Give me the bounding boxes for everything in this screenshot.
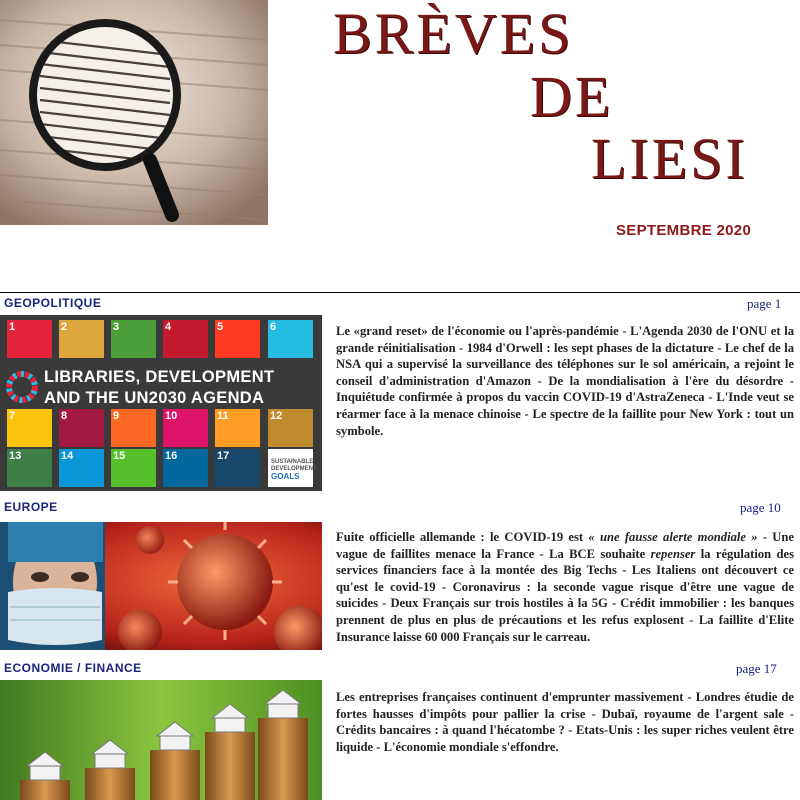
section-page-geopolitique: page 1 <box>747 296 782 311</box>
sdg-agenda-image: 1 2 3 4 5 6 LIBRARIES, DEVELOPMENT AND THE UN2030 AGENDA 7 8 9 10 11 12 13 14 15 16 17 SUSTAINABLE DEVELOPMENT GOALS <box>0 315 322 491</box>
covid-virus-image <box>0 522 322 650</box>
section-heading-europe: EUROPE <box>4 500 58 514</box>
sdg-goals-label-1: SUSTAINABLE <box>271 459 314 465</box>
europe-text-part2: - Une vague de faillites menace la France - La BCE souhaite <box>336 530 794 561</box>
houses-on-coins-image <box>0 680 322 800</box>
europe-text-quote: « une fausse alerte mondiale » <box>588 530 758 544</box>
section-page-economie: page 17 <box>736 661 777 676</box>
sdg-wheel-icon <box>6 371 38 403</box>
section-heading-economie: ECONOMIE / FINANCE <box>4 661 142 675</box>
section-heading-geopolitique: GEOPOLITIQUE <box>4 296 102 310</box>
header-magnifier-image <box>0 0 268 225</box>
sdg-banner-line2: AND THE UN2030 AGENDA <box>44 389 265 407</box>
title-line-liesi: LIESI <box>591 126 748 191</box>
title-line-breves: BRÈVES <box>333 1 574 66</box>
europe-text-italic: repenser <box>650 546 696 561</box>
section-page-europe: page 10 <box>740 500 781 515</box>
header-divider <box>0 292 800 293</box>
sdg-goals-label-3: GOALS <box>271 472 300 481</box>
sdg-goals-label-2: DEVELOPMENT <box>271 466 317 472</box>
europe-text-part1: Fuite officielle allemande : le COVID-19 est <box>336 530 589 544</box>
europe-text-part3: la régulation des services financiers face à la montée des Big Techs - Les Italiens ont découvert ce qu'est le covid-19 - Coronavirus : la seconde vague risque d'être une vague de suicides - Deux Français sur trois hostiles à la 5G - Crédit immobilier : les banques prennent de plus en plus de précautions et les refus explosent - La faillite d'Elite Insurance laisse 60 000 Français sur le carreau. <box>336 546 794 644</box>
issue-date: SEPTEMBRE 2020 <box>616 222 752 239</box>
sdg-banner-line1: LIBRARIES, DEVELOPMENT <box>44 368 275 386</box>
section-text-geopolitique: Le «grand reset» de l'économie ou l'après-pandémie - L'Agenda 2030 de l'ONU et la grande réinitialisation - 1984 d'Orwell : les sept phases de la dictature - Le chef de la NSA qui a supervisé la surveillance des téléphones sur le sol américain, a rejoint le conseil d'administration d'Amazon - De la mondialisation à l'ère du désordre - Inquiétude confirmée à propos du vaccin COVID-19 d'AstraZeneca - L'Inde veut se réarmer face à la menace chinoise - Le spectre de la faillite pour New York : tout un symbole. <box>336 324 794 438</box>
section-text-europe <box>336 529 794 645</box>
title-line-de: DE <box>530 64 614 129</box>
section-text-economie: Les entreprises françaises continuent d'emprunter massivement - Londres étudie de fortes hausses d'impôts pour pallier la crise - Dubaï, royaume de l'argent sale - Crédits bancaires : à quand l'hécatombe ? - Etats-Unis : les super riches veulent être liquide - L'économie mondiale s'effondre. <box>336 690 794 754</box>
